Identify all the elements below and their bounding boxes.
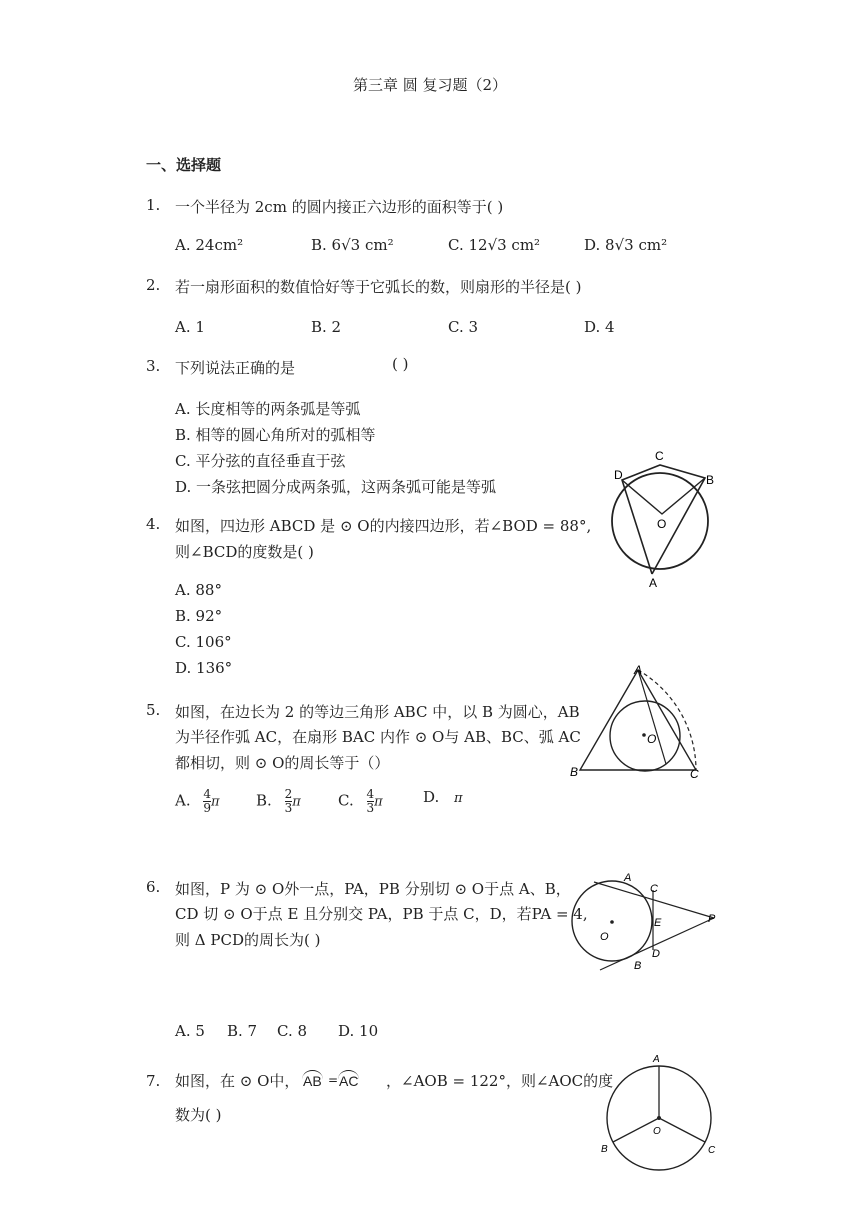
q1-option-a: A. 24cm² (175, 236, 244, 254)
question-2-text: 若一扇形面积的数值恰好等于它弧长的数，则扇形的半径是( ) (175, 278, 582, 296)
q4-figure (604, 446, 716, 592)
q3-option-b: B. 相等的圆心角所对的弧相等 (175, 426, 376, 444)
question-6-line1: 如图，P 为 ⊙ O外一点，PA，PB 分别切 ⊙ O于点 A、B， (175, 880, 571, 898)
q2-option-b: B. 2 (311, 318, 342, 336)
q6-label-p: P (708, 913, 716, 925)
question-5-line3: 都相切，则 ⊙ O的周长等于（） (175, 754, 390, 772)
q7-center-dot (657, 1116, 661, 1120)
q7-label-b: B (601, 1144, 608, 1155)
q3-option-a: A. 长度相等的两条弧是等弧 (175, 400, 361, 418)
q5-triangle (580, 670, 696, 770)
question-3-text: 下列说法正确的是 (175, 359, 296, 377)
question-6-line2: CD 切 ⊙ O于点 E 且分别交 PA，PB 于点 C，D，若PA = 4, (175, 905, 588, 923)
q5-option-a: A. $\frac{4}{9}$ π (175, 787, 220, 815)
q4-option-a: A. 88° (175, 581, 222, 599)
q5-segment (638, 670, 666, 764)
q2-option-a: A. 1 (175, 318, 205, 336)
q7-arc-ac: AC (338, 1070, 359, 1089)
q4-label-c: C (655, 449, 664, 463)
q4-option-d: D. 136° (175, 659, 233, 677)
q5-figure (568, 660, 708, 782)
q6-label-c: C (650, 883, 658, 895)
q7-radius-oc (659, 1118, 705, 1142)
q7-label-c: C (708, 1145, 716, 1156)
q4-label-o: O (657, 517, 667, 531)
q1-option-d: D. 8√3 cm² (584, 236, 668, 254)
q5-option-d: D. π (423, 788, 463, 806)
q3-option-d: D. 一条弦把圆分成两条弧，这两条弧可能是等弧 (175, 478, 497, 496)
q4-option-c: C. 106° (175, 633, 232, 651)
q6-option-c: C. 8 (277, 1022, 308, 1040)
section-heading: 一、选择题 (146, 156, 222, 174)
q3-option-c: C. 平分弦的直径垂直于弦 (175, 452, 346, 470)
q7-equals: = (328, 1073, 339, 1087)
q4-option-b: B. 92° (175, 607, 223, 625)
q2-option-d: D. 4 (584, 318, 615, 336)
q5-label-a: A (634, 663, 643, 677)
question-1-text: 一个半径为 2cm 的圆内接正六边形的面积等于( ) (175, 198, 504, 216)
question-3-answer-paren: ( ) (392, 355, 409, 373)
question-1-number: 1. (146, 196, 161, 214)
question-6-line3: 则 Δ PCD的周长为( ) (175, 931, 321, 949)
q6-option-b: B. 7 (227, 1022, 258, 1040)
q2-option-c: C. 3 (448, 318, 479, 336)
question-4-line2: 则∠BCD的度数是( ) (175, 543, 314, 561)
question-5-line1: 如图，在边长为 2 的等边三角形 ABC 中，以 B 为圆心，AB (175, 703, 580, 721)
q4-label-d: D (614, 468, 623, 482)
q6-label-o: O (600, 931, 609, 943)
question-6-number: 6. (146, 878, 161, 896)
q4-label-b: B (706, 473, 715, 487)
question-7-number: 7. (146, 1072, 161, 1090)
q1-option-b: B. 6√3 cm² (311, 236, 394, 254)
q5-label-b: B (570, 765, 579, 779)
q5-option-b: B. $\frac{2}{3}$ π (256, 787, 301, 815)
q5-option-c: C. $\frac{4}{3}$ π (338, 787, 383, 815)
q7-label-o: O (653, 1126, 661, 1137)
q7-figure (598, 1052, 722, 1178)
q6-label-a: A (624, 872, 632, 884)
question-7-line1-start: 如图，在 ⊙ O中， (175, 1072, 300, 1090)
q4-radii (622, 478, 705, 514)
q7-arc-ab: AB (302, 1070, 323, 1089)
question-2-number: 2. (146, 276, 161, 294)
q5-label-o: O (647, 732, 657, 746)
question-3-number: 3. (146, 357, 161, 375)
q1-option-c: C. 12√3 cm² (448, 236, 541, 254)
q6-option-a: A. 5 (175, 1022, 205, 1040)
q6-label-d: D (652, 948, 660, 960)
question-5-number: 5. (146, 701, 161, 719)
q6-label-b: B (634, 960, 642, 972)
q6-option-d: D. 10 (338, 1022, 379, 1040)
question-5-line2: 为半径作弧 AC，在扇形 BAC 内作 ⊙ O与 AB、BC、弧 AC (175, 728, 581, 746)
question-7-line2: 数为( ) (175, 1106, 222, 1124)
q6-label-e: E (654, 917, 662, 929)
question-4-number: 4. (146, 515, 161, 533)
q4-label-a: A (649, 576, 658, 590)
q6-center-dot (610, 920, 614, 924)
q6-figure (566, 866, 722, 978)
question-7-line1-end: ，∠AOB = 122°，则∠AOC的度 (386, 1072, 614, 1090)
q5-label-c: C (690, 767, 699, 781)
q5-center-dot (642, 733, 646, 737)
q7-label-a: A (653, 1054, 660, 1065)
document-title: 第三章 圆 复习题（2） (352, 76, 508, 94)
question-4-line1: 如图，四边形 ABCD 是 ⊙ O的内接四边形，若∠BOD = 88°, (175, 517, 592, 535)
